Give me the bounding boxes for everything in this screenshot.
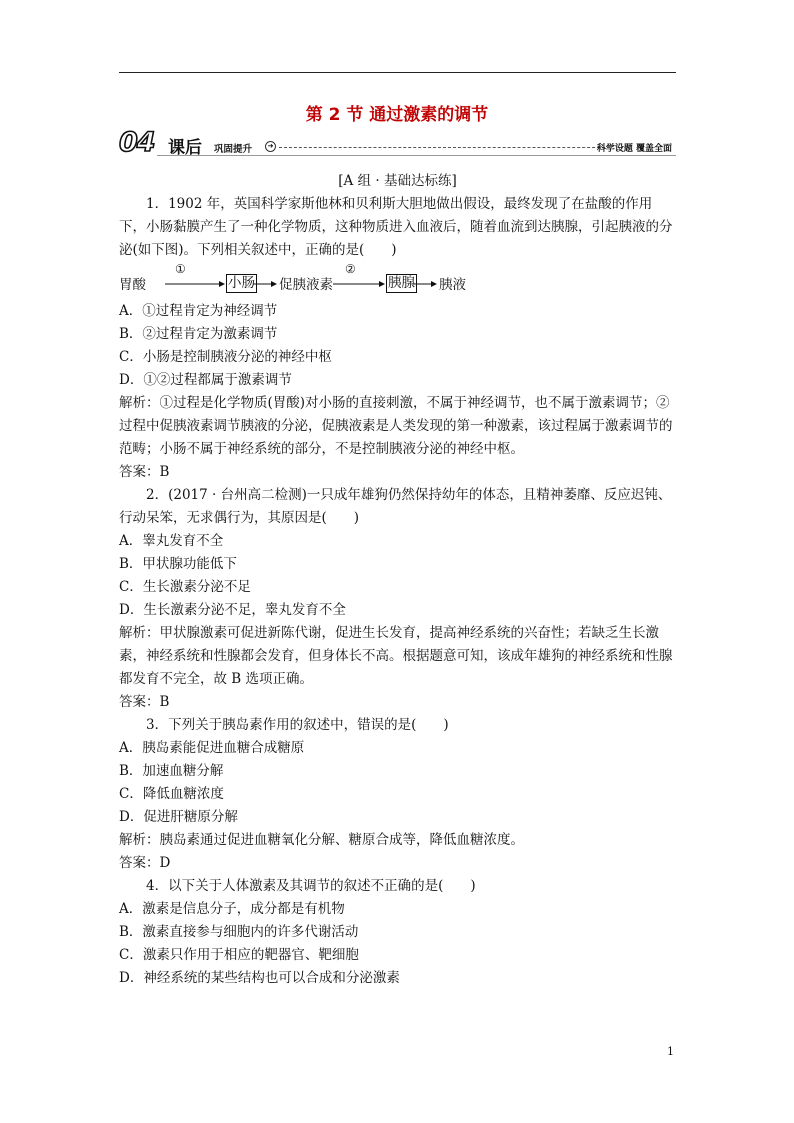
section-heading: [A 组 · 基础达标练] xyxy=(338,173,457,189)
banner-right-text: 科学设题 覆盖全面 xyxy=(596,144,672,154)
q3-analysis: 解析：胰岛素通过促进血糖氧化分解、糖原合成等，降低血糖浓度。 xyxy=(119,832,524,848)
banner-subtitle: 巩固提升 xyxy=(214,144,253,155)
page-title: 第 2 节 通过激素的调节 xyxy=(305,105,489,125)
q4-option-c: C．激素只作用于相应的靶器官、靶细胞 xyxy=(119,947,359,963)
flow-node-stomach-acid: 胃酸 xyxy=(119,277,146,293)
question-4-stem: 4．以下关于人体激素及其调节的叙述不正确的是( ) xyxy=(146,878,476,894)
page-number: 1 xyxy=(667,1045,674,1058)
banner-label: 课后 xyxy=(168,138,202,158)
flow-node-small-intestine: 小肠 xyxy=(228,275,255,291)
flow-node-pancreas: 胰腺 xyxy=(388,275,415,291)
question-3-stem: 3．下列关于胰岛素作用的叙述中，错误的是( ) xyxy=(146,717,449,733)
banner-underline xyxy=(157,155,676,156)
q1-analysis: 解析：①过程是化学物质(胃酸)对小肠的直接刺激，不属于神经调节，也不属于激素调节；②过程中促胰液素调节胰液的分泌，促胰液素是人类发现的第一种激素，该过程属于激素调节的范畴；小肠不属于神经系统的部分，不是控制胰液分泌的神经中枢。 xyxy=(119,395,673,457)
q1-option-b: B．②过程肯定为激素调节 xyxy=(119,326,278,342)
flow-node-secretin: 促胰液素 xyxy=(279,277,333,293)
q4-option-b: B．激素直接参与细胞内的许多代谢活动 xyxy=(119,924,359,940)
q3-option-d: D．促进肝糖原分解 xyxy=(119,809,238,825)
banner-number: 04 xyxy=(119,127,155,158)
q4-option-a: A．激素是信息分子，成分都是有机物 xyxy=(119,901,345,917)
question-2-stem: 2．(2017 · 台州高二检测)一只成年雄狗仍然保持幼年的体态，且精神萎靡、反应迟钝、行动呆笨，无求偶行为，其原因是( ) xyxy=(119,487,672,526)
q1-option-a: A．①过程肯定为神经调节 xyxy=(119,303,278,319)
document-body xyxy=(119,170,676,990)
q3-option-b: B．加速血糖分解 xyxy=(119,763,224,779)
q3-option-a: A．胰岛素能促进血糖合成糖原 xyxy=(119,740,305,756)
q1-option-d: D．①②过程都属于激素调节 xyxy=(119,372,292,388)
q3-option-c: C．降低血糖浓度 xyxy=(119,786,224,802)
q2-option-a: A．睾丸发育不全 xyxy=(119,533,224,549)
q1-flow-diagram xyxy=(119,262,676,300)
q2-option-c: C．生长激素分泌不足 xyxy=(119,579,251,595)
question-1-stem: 1．1902 年，英国科学家斯他林和贝利斯大胆地做出假设，最终发现了在盐酸的作用下，小肠黏膜产生了一种化学物质，这种物质进入血液后，随着血流到达胰腺，引起胰液的分泌(如下图)。下列相关叙述中，正确的是( ) xyxy=(119,196,673,258)
flow-step-1-label: ① xyxy=(175,262,186,276)
arrow-right-icon: ➜ xyxy=(265,141,276,152)
q2-answer: 答案：B xyxy=(119,694,170,710)
flow-step-2-label: ② xyxy=(345,262,356,276)
section-banner xyxy=(119,127,676,158)
q2-analysis: 解析：甲状腺激素可促进新陈代谢，促进生长发育，提高神经系统的兴奋性；若缺乏生长激素，神经系统和性腺都会发育，但身体长不高。根据题意可知，该成年雄狗的神经系统和性腺都发育不完全，故 B 选项正确。 xyxy=(119,625,673,687)
q4-option-d: D．神经系统的某些结构也可以合成和分泌激素 xyxy=(119,970,400,986)
q2-option-d: D．生长激素分泌不足，睾丸发育不全 xyxy=(119,602,346,618)
q1-answer: 答案：B xyxy=(119,464,170,480)
header-rule xyxy=(119,72,676,73)
q3-answer: 答案：D xyxy=(119,855,171,871)
banner-dashed-line xyxy=(279,147,610,148)
flow-node-pancreatic-juice: 胰液 xyxy=(439,277,466,293)
q2-option-b: B．甲状腺功能低下 xyxy=(119,556,237,572)
q1-option-c: C．小肠是控制胰液分泌的神经中枢 xyxy=(119,349,332,365)
